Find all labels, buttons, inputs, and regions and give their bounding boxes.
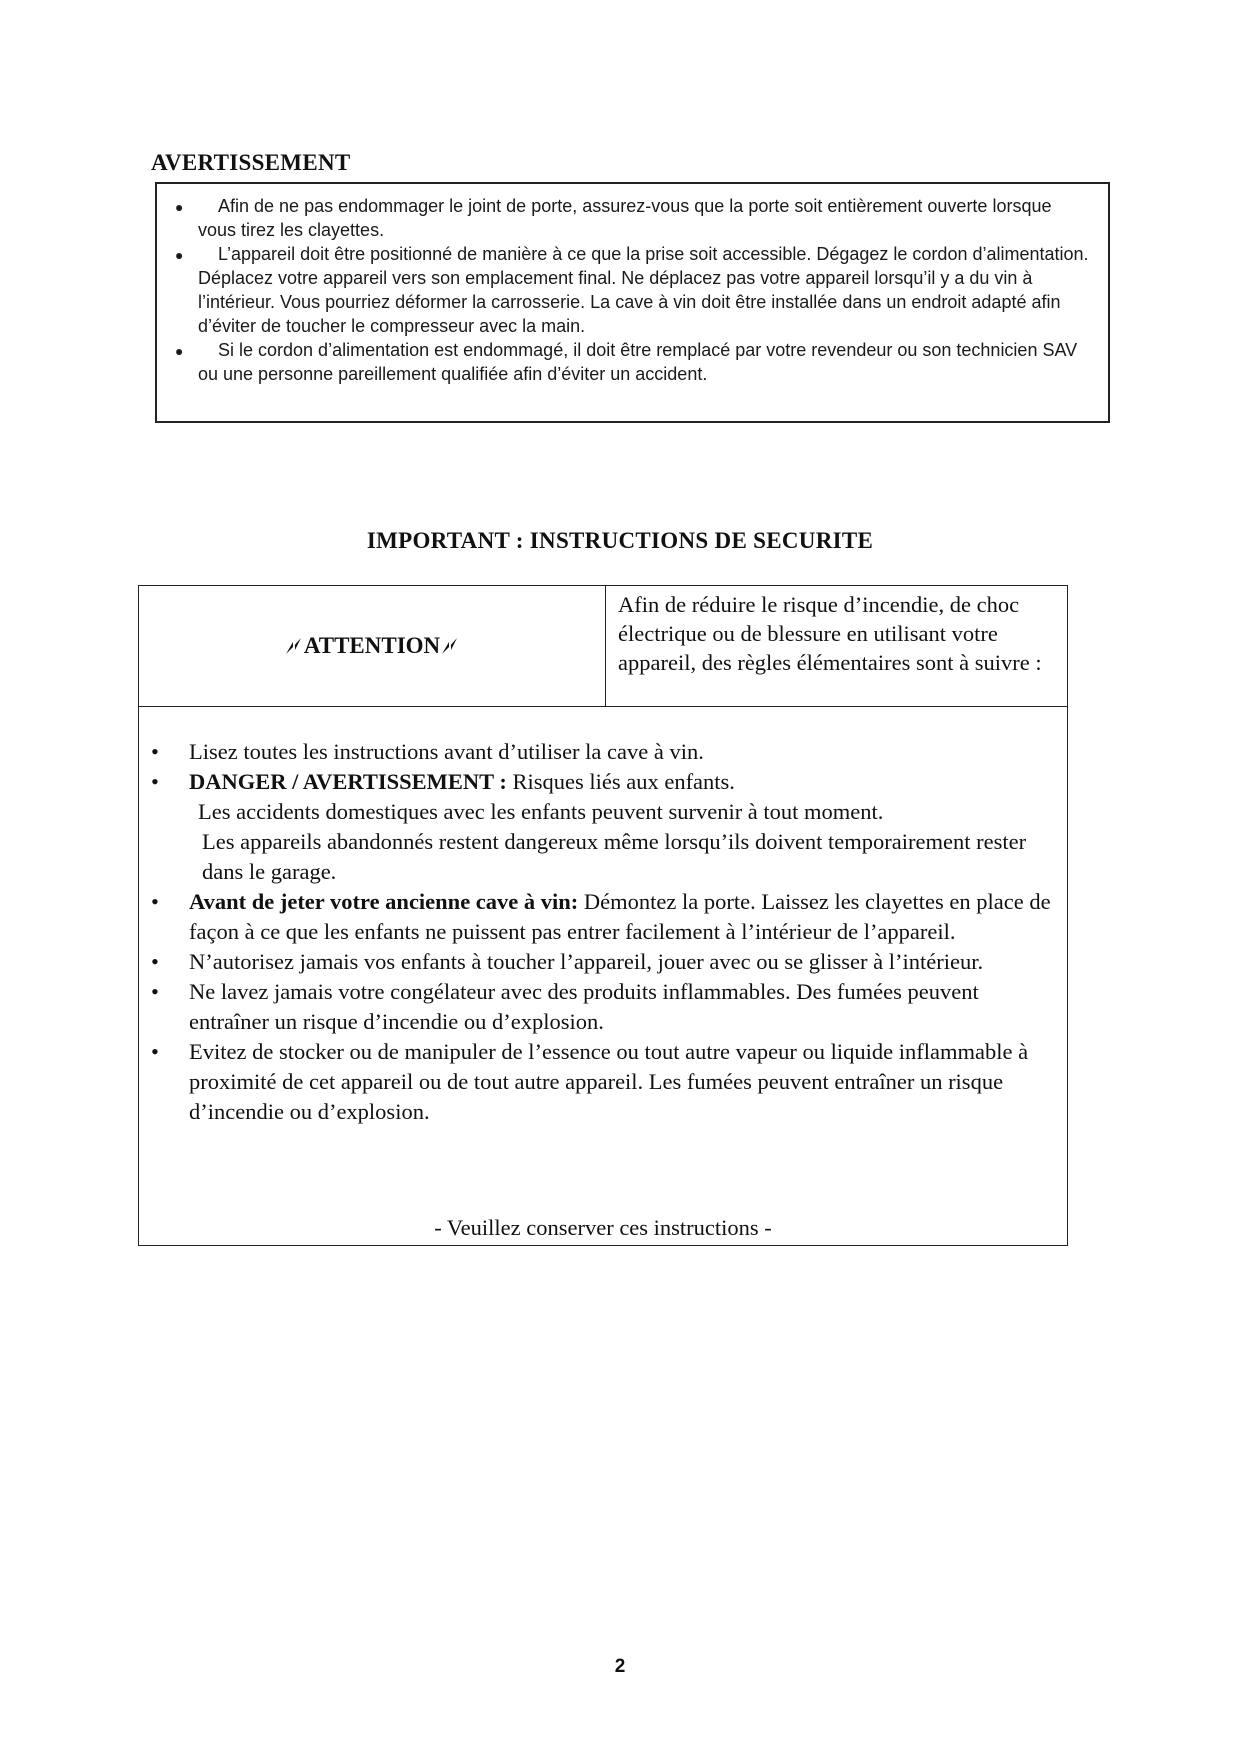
rule-item: • DANGER / AVERTISSEMENT : Risques liés aux enfants. Les accidents domestiques avec les enfants peuvent survenir à tout moment. Les appareils abandonnés restent dangereux même lorsqu’ils doivent temporairement rester dans le garage. xyxy=(151,767,1055,887)
electric-bolt-icon xyxy=(440,636,460,656)
bullet-icon: • xyxy=(151,1039,159,1064)
rule-item: • Lisez toutes les instructions avant d’utiliser la cave à vin. xyxy=(151,737,1055,767)
electric-bolt-icon xyxy=(284,636,304,656)
rules-list xyxy=(151,737,1055,1127)
rule-item: • Avant de jeter votre ancienne cave à vin: Démontez la porte. Laissez les clayettes en place de façon à ce que les enfants ne puissent pas entrer facilement à l’intérieur de l’appareil. xyxy=(151,889,1051,944)
rule-sub-text: Les appareils abandonnés restent dangereux même lorsqu’ils doivent temporairement rester dans le garage. xyxy=(202,829,1027,884)
bullet-icon: ● xyxy=(175,343,184,359)
intro-cell: Afin de réduire le risque d’incendie, de choc électrique ou de blessure en utilisant votre appareil, des règles élémentaires sont à suivre : xyxy=(606,586,1067,707)
attention-label: ATTENTION xyxy=(303,633,441,658)
bullet-icon: • xyxy=(151,979,159,1004)
warning-item: ● Afin de ne pas endommager le joint de porte, assurez-vous que la porte soit entièrement ouverte lorsque vous tirez les clayettes. xyxy=(175,196,1052,240)
bullet-icon: • xyxy=(151,739,159,764)
bullet-icon: • xyxy=(151,889,159,914)
warning-list xyxy=(175,194,1090,386)
rule-item: • Evitez de stocker ou de manipuler de l’essence ou tout autre vapeur ou liquide inflammable à proximité de cet appareil ou de tout autre appareil. Les fumées peuvent entraîner un risque d’incendie ou d’explosion. xyxy=(151,1039,1029,1124)
attention-cell xyxy=(139,586,606,707)
warning-box xyxy=(155,182,1110,423)
rule-item: • Ne lavez jamais votre congélateur avec des produits inflammables. Des fumées peuvent entraîner un risque d’incendie ou d’explosion. xyxy=(151,979,979,1034)
bullet-icon: • xyxy=(151,769,159,794)
bullet-icon: ● xyxy=(175,199,184,215)
safety-title: IMPORTANT : INSTRUCTIONS DE SECURITE xyxy=(366,528,874,553)
warning-item: ● Si le cordon d’alimentation est endommagé, il doit être remplacé par votre revendeur ou son technicien SAV ou une personne pareillement qualifiée afin d’éviter un accident. xyxy=(175,340,1078,384)
page-number: 2 xyxy=(614,1656,626,1677)
rules-cell xyxy=(139,707,1067,1245)
rule-bold-label: Avant de jeter votre ancienne cave à vin: xyxy=(189,889,579,914)
bullet-icon: ● xyxy=(175,247,184,263)
rule-sub-text: Les accidents domestiques avec les enfants peuvent survenir à tout moment. xyxy=(198,799,884,824)
warning-item: ● L’appareil doit être positionné de manière à ce que la prise soit accessible. Dégagez le cordon d’alimentation. Déplacez votre appareil vers son emplacement final. Ne déplacez pas votre appareil lorsqu’il y a du vin à l’intérieur. Vous pourriez déformer la carrosserie. La cave à vin doit être installée dans un endroit adapté afin d’éviter de toucher le compresseur avec la main. xyxy=(175,244,1089,336)
rule-item: • N’autorisez jamais vos enfants à toucher l’appareil, jouer avec ou se glisser à l’intérieur. xyxy=(151,947,1055,977)
footer-note: - Veuillez conserver ces instructions - xyxy=(434,1215,772,1240)
safety-table xyxy=(138,585,1068,1246)
warning-title: AVERTISSEMENT xyxy=(151,150,351,175)
rule-bold-label: DANGER / AVERTISSEMENT : xyxy=(189,769,507,794)
bullet-icon: • xyxy=(151,949,159,974)
